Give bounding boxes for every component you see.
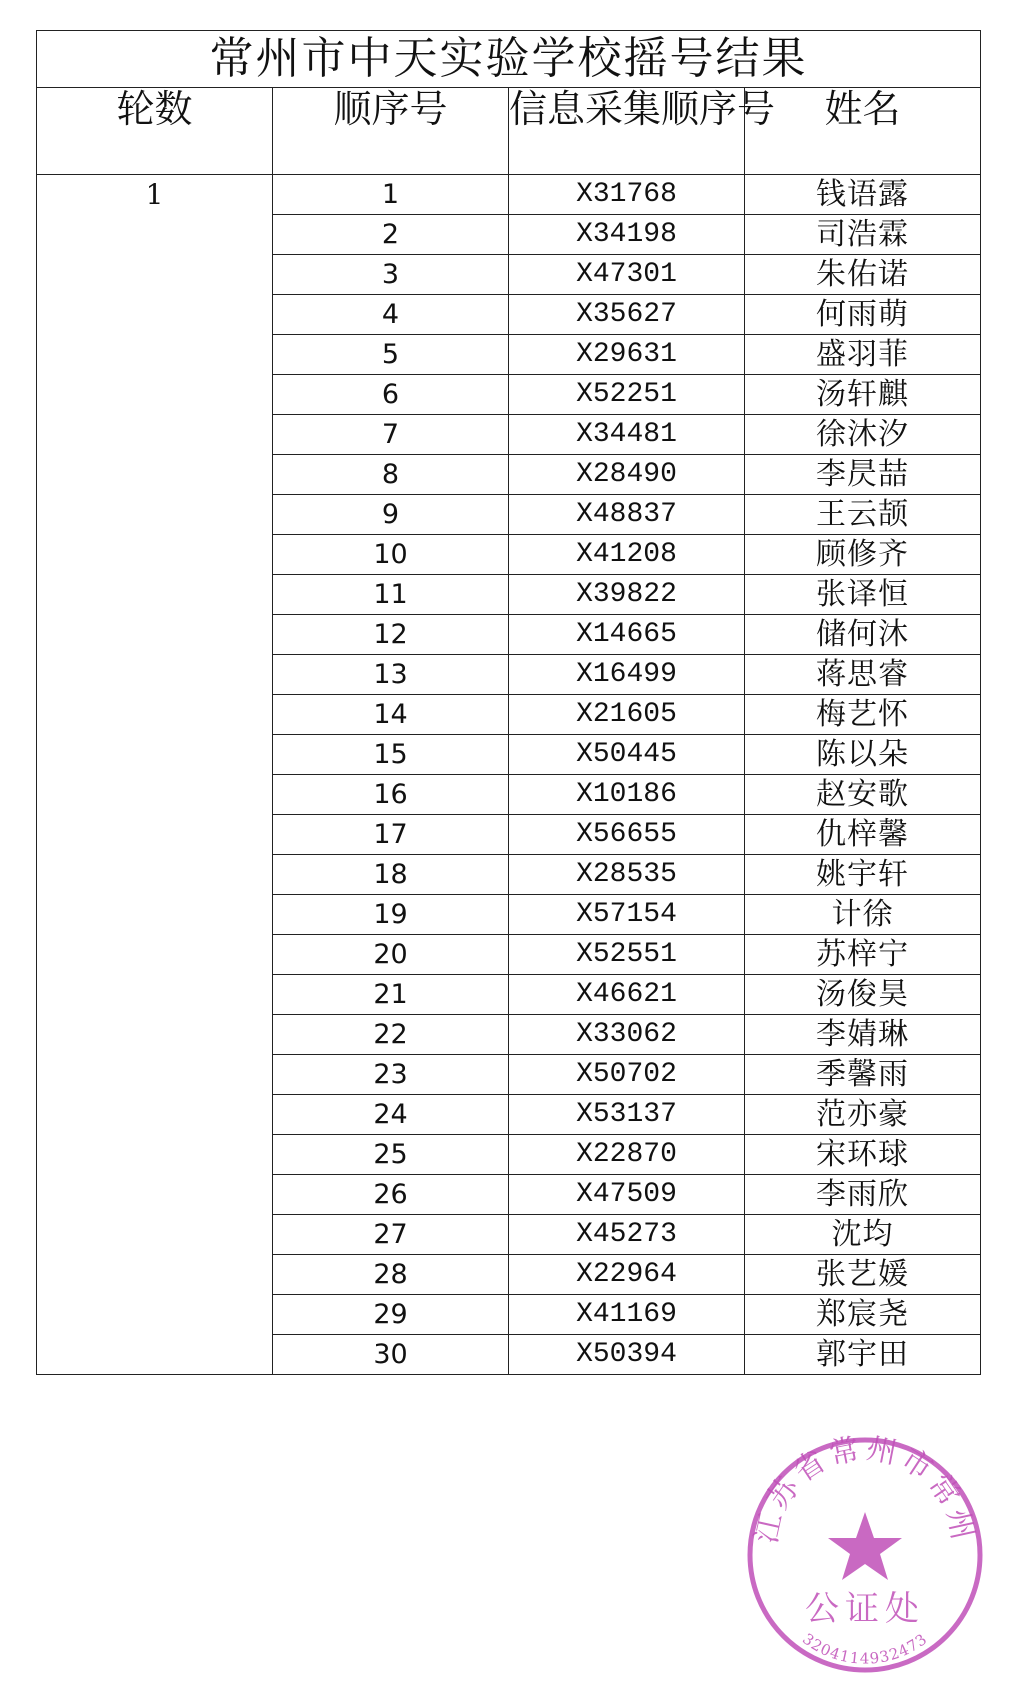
student-name-cell: 汤轩麒 <box>745 375 981 415</box>
sequence-cell: 15 <box>273 735 509 775</box>
student-name-cell: 朱佑诺 <box>745 255 981 295</box>
table-row <box>37 175 981 215</box>
student-name-cell: 张艺媛 <box>745 1255 981 1295</box>
student-name-cell: 赵安歌 <box>745 775 981 815</box>
sequence-cell: 24 <box>273 1095 509 1135</box>
header-sequence: 顺序号 <box>273 88 509 175</box>
collection-code-cell: X16499 <box>509 655 745 695</box>
collection-code-cell: X41208 <box>509 535 745 575</box>
sequence-cell: 20 <box>273 935 509 975</box>
collection-code-cell: X35627 <box>509 295 745 335</box>
sequence-cell: 2 <box>273 215 509 255</box>
sequence-cell: 26 <box>273 1175 509 1215</box>
sequence-cell: 25 <box>273 1135 509 1175</box>
sequence-cell: 27 <box>273 1215 509 1255</box>
page-title: 常州市中天实验学校摇号结果 <box>37 31 981 88</box>
sequence-cell: 22 <box>273 1015 509 1055</box>
collection-code-cell: X50702 <box>509 1055 745 1095</box>
student-name-cell: 储何沐 <box>745 615 981 655</box>
collection-code-cell: X10186 <box>509 775 745 815</box>
notary-seal <box>740 1430 990 1680</box>
student-name-cell: 姚宇轩 <box>745 855 981 895</box>
sequence-cell: 1 <box>273 175 509 215</box>
student-name-cell: 李婧琳 <box>745 1015 981 1055</box>
student-name-cell: 季馨雨 <box>745 1055 981 1095</box>
sequence-cell: 13 <box>273 655 509 695</box>
sequence-cell: 17 <box>273 815 509 855</box>
student-name-cell: 钱语露 <box>745 175 981 215</box>
header-collection-sequence: 信息采集顺序号 <box>509 88 745 175</box>
sequence-cell: 30 <box>273 1335 509 1375</box>
header-name: 姓名 <box>745 88 981 175</box>
sequence-cell: 16 <box>273 775 509 815</box>
collection-code-cell: X31768 <box>509 175 745 215</box>
student-name-cell: 计徐 <box>745 895 981 935</box>
student-name-cell: 李雨欣 <box>745 1175 981 1215</box>
seal-text-top: 江苏省常州市常州 <box>749 1431 981 1547</box>
collection-code-cell: X28490 <box>509 455 745 495</box>
sequence-cell: 18 <box>273 855 509 895</box>
collection-code-cell: X41169 <box>509 1295 745 1335</box>
header-round: 轮数 <box>37 88 273 175</box>
sequence-cell: 10 <box>273 535 509 575</box>
collection-code-cell: X52251 <box>509 375 745 415</box>
collection-code-cell: X47301 <box>509 255 745 295</box>
star-icon <box>828 1512 902 1580</box>
student-name-cell: 何雨萌 <box>745 295 981 335</box>
student-name-cell: 范亦豪 <box>745 1095 981 1135</box>
collection-code-cell: X45273 <box>509 1215 745 1255</box>
collection-code-cell: X53137 <box>509 1095 745 1135</box>
student-name-cell: 郭宇田 <box>745 1335 981 1375</box>
seal-number: 3204114932473 <box>799 1629 931 1668</box>
lottery-results-table <box>36 30 981 1375</box>
collection-code-cell: X34198 <box>509 215 745 255</box>
seal-text-bottom: 公证处 <box>805 1589 925 1629</box>
sequence-cell: 23 <box>273 1055 509 1095</box>
student-name-cell: 陈以朵 <box>745 735 981 775</box>
collection-code-cell: X56655 <box>509 815 745 855</box>
collection-code-cell: X46621 <box>509 975 745 1015</box>
collection-code-cell: X14665 <box>509 615 745 655</box>
collection-code-cell: X33062 <box>509 1015 745 1055</box>
student-name-cell: 宋环球 <box>745 1135 981 1175</box>
sequence-cell: 4 <box>273 295 509 335</box>
student-name-cell: 沈均 <box>745 1215 981 1255</box>
sequence-cell: 6 <box>273 375 509 415</box>
student-name-cell: 郑宸尧 <box>745 1295 981 1335</box>
collection-code-cell: X34481 <box>509 415 745 455</box>
sequence-cell: 12 <box>273 615 509 655</box>
sequence-cell: 9 <box>273 495 509 535</box>
collection-code-cell: X29631 <box>509 335 745 375</box>
sequence-cell: 7 <box>273 415 509 455</box>
collection-code-cell: X48837 <box>509 495 745 535</box>
student-name-cell: 盛羽菲 <box>745 335 981 375</box>
collection-code-cell: X39822 <box>509 575 745 615</box>
collection-code-cell: X28535 <box>509 855 745 895</box>
sequence-cell: 3 <box>273 255 509 295</box>
student-name-cell: 顾修齐 <box>745 535 981 575</box>
student-name-cell: 汤俊昊 <box>745 975 981 1015</box>
collection-code-cell: X22964 <box>509 1255 745 1295</box>
collection-code-cell: X21605 <box>509 695 745 735</box>
collection-code-cell: X50394 <box>509 1335 745 1375</box>
collection-code-cell: X57154 <box>509 895 745 935</box>
collection-code-cell: X47509 <box>509 1175 745 1215</box>
sequence-cell: 8 <box>273 455 509 495</box>
student-name-cell: 李昃喆 <box>745 455 981 495</box>
student-name-cell: 王云颉 <box>745 495 981 535</box>
sequence-cell: 19 <box>273 895 509 935</box>
sequence-cell: 14 <box>273 695 509 735</box>
sequence-cell: 11 <box>273 575 509 615</box>
sequence-cell: 5 <box>273 335 509 375</box>
student-name-cell: 蒋思睿 <box>745 655 981 695</box>
student-name-cell: 梅艺怀 <box>745 695 981 735</box>
student-name-cell: 仇梓馨 <box>745 815 981 855</box>
sequence-cell: 29 <box>273 1295 509 1335</box>
sequence-cell: 21 <box>273 975 509 1015</box>
round-value: 1 <box>37 175 273 1375</box>
collection-code-cell: X22870 <box>509 1135 745 1175</box>
sequence-cell: 28 <box>273 1255 509 1295</box>
student-name-cell: 司浩霖 <box>745 215 981 255</box>
student-name-cell: 张译恒 <box>745 575 981 615</box>
collection-code-cell: X50445 <box>509 735 745 775</box>
student-name-cell: 苏梓宁 <box>745 935 981 975</box>
collection-code-cell: X52551 <box>509 935 745 975</box>
student-name-cell: 徐沐汐 <box>745 415 981 455</box>
